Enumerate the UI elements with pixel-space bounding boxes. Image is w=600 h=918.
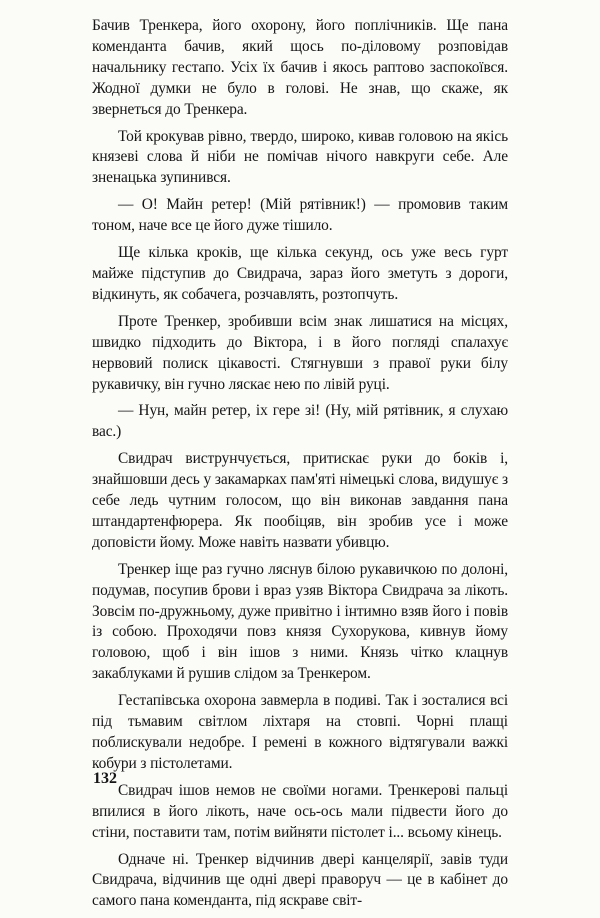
paragraph-5: Проте Тренкер, зробивши всім знак лишатися на місцях, швидко підходить до Віктора, і в його погляді спалахує нервовий полиск цікавості. Стягнувши з правої руки білу рукавичку, він гучно ляскає нею по лівій руці. bbox=[92, 312, 508, 393]
paragraph-8: Тренкер іще раз гучно ляснув білою рукавичкою по долоні, подумав, посупив брови і враз узяв Віктора Свидрача за лікоть. Зовсім по-дружньому, дуже привітно і інтимно взяв його і повів із собою. Проходячи повз князя Сухорукова, кивнув йому головою, щоб і він ішов з ними. Князь чітко клацнув закаблуками й рушив слідом за Тренкером. bbox=[92, 560, 508, 683]
page-number: 132 bbox=[93, 770, 117, 787]
paragraph-4: Ще кілька кроків, ще кілька секунд, ось уже весь гурт майже підступив до Свидрача, зараз його зметуть з дороги, відкинуть, як собачега, розчавлять, розтопчуть. bbox=[92, 244, 508, 303]
paragraph-11: Одначе ні. Тренкер відчинив двері канцелярії, завів туди Свидрача, відчинив ще одні двері праворуч — це в кабінет до самого пана коменданта, під яскраве світ- bbox=[92, 850, 508, 910]
page-body bbox=[92, 16, 508, 918]
paragraph-9: Гестапівська охорона завмерла в подиві. Так і зосталися всі під тьмавим світлом ліхтаря на стовпі. Чорні плащі поблискували недобре. І ремені в кожного відтягували важкі кобури з пістолетами. bbox=[92, 692, 508, 772]
paragraph-2: Той крокував рівно, твердо, широко, кивав головою на якісь князеві слова й ніби не помічав нічого навкруги себе. Але зненацька зупинився. bbox=[92, 127, 508, 187]
paragraph-6: — Нун, майн ретер, іх гере зі! (Ну, мій рятівник, я слухаю вас.) bbox=[92, 402, 508, 441]
paragraph-3: — О! Майн ретер! (Мій рятівник!) — промовив таким тоном, наче все це його дуже тішило. bbox=[92, 196, 508, 235]
paragraph-1: Бачив Тренкера, його охорону, його поплічників. Ще пана коменданта бачив, який щось по-діловому розповідав начальнику гестапо. Усіх їх бачив і якось раптово заспокоївся. Жодної думки не було в голові. Не знав, що скаже, як звернеться до Тренкера. bbox=[92, 17, 508, 118]
paragraph-7: Свидрач виструнчується, притискає руки до боків і, знайшовши десь у закамарках пам'яті німецькі слова, видушує з себе ледь чутним голосом, що він виконав завдання пана штандартенфюрера. Як пообіцяв, він зробив усе і може доповісти йому. Може навіть назвати убивцю. bbox=[92, 450, 508, 551]
paragraph-10: Свидрач ішов немов не своїми ногами. Тренкерові пальці впилися в його лікоть, наче ось-ось мали підвести його до стіни, поставити там, потім вийняти пістолет і... всьому кінець. bbox=[92, 781, 508, 841]
